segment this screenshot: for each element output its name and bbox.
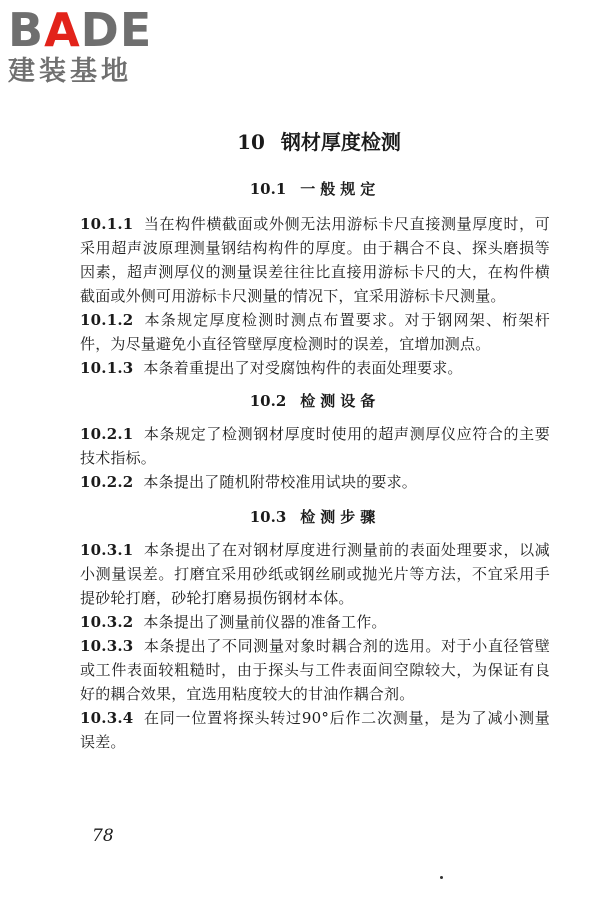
page-content (80, 128, 550, 754)
chapter-title: 10 钢材厚度检测 (237, 130, 401, 154)
scan-speck (440, 876, 443, 879)
clause: 10.1.1 当在构件横截面或外侧无法用游标卡尺直接测量厚度时，可采用超声波原理测量钢结构构件的厚度。由于耦合不良、探头磨损等因素，超声测厚仪的测量误差往往比直接用游标卡尺的大，在构件横截面或外侧可用游标卡尺测量的情况下，宜采用游标卡尺测量。 (80, 215, 550, 305)
clause: 10.2.1 本条规定了检测钢材厚度时使用的超声测厚仪应符合的主要技术指标。 (80, 425, 550, 467)
clause: 10.3.1 本条提出了在对钢材厚度进行测量前的表面处理要求，以减小测量误差。打磨宜采用砂纸或钢丝刷或抛光片等方法，不宜采用手提砂轮打磨，砂轮打磨易损伤钢材本体。 (80, 541, 550, 607)
clause: 10.3.4 在同一位置将探头转过90°后作二次测量，是为了减小测量误差。 (80, 709, 550, 751)
clause: 10.1.2 本条规定厚度检测时测点布置要求。对于钢网架、桁架杆件，为尽量避免小直径管壁厚度检测时的误差，宜增加测点。 (80, 311, 550, 353)
clause: 10.2.2 本条提出了随机附带校准用试块的要求。 (80, 473, 418, 491)
clause: 10.3.2 本条提出了测量前仪器的准备工作。 (80, 613, 387, 631)
section-heading: 10.3 检测步骤 (249, 508, 381, 526)
logo-wordmark: BADE (8, 3, 153, 57)
logo-subtitle: 建装基地 (8, 56, 132, 87)
clause: 10.1.3 本条着重提出了对受腐蚀构件的表面处理要求。 (80, 359, 463, 377)
page-number: 78 (92, 826, 114, 846)
section-heading: 10.2 检测设备 (249, 392, 381, 410)
clause: 10.3.3 本条提出了不同测量对象时耦合剂的选用。对于小直径管壁或工件表面较粗糙时，由于探头与工件表面间空隙较大，为保证有良好的耦合效果，宜选用粘度较大的甘油作耦合剂。 (80, 637, 550, 703)
section-heading: 10.1 一般规定 (249, 180, 381, 198)
bade-logo (8, 3, 178, 88)
